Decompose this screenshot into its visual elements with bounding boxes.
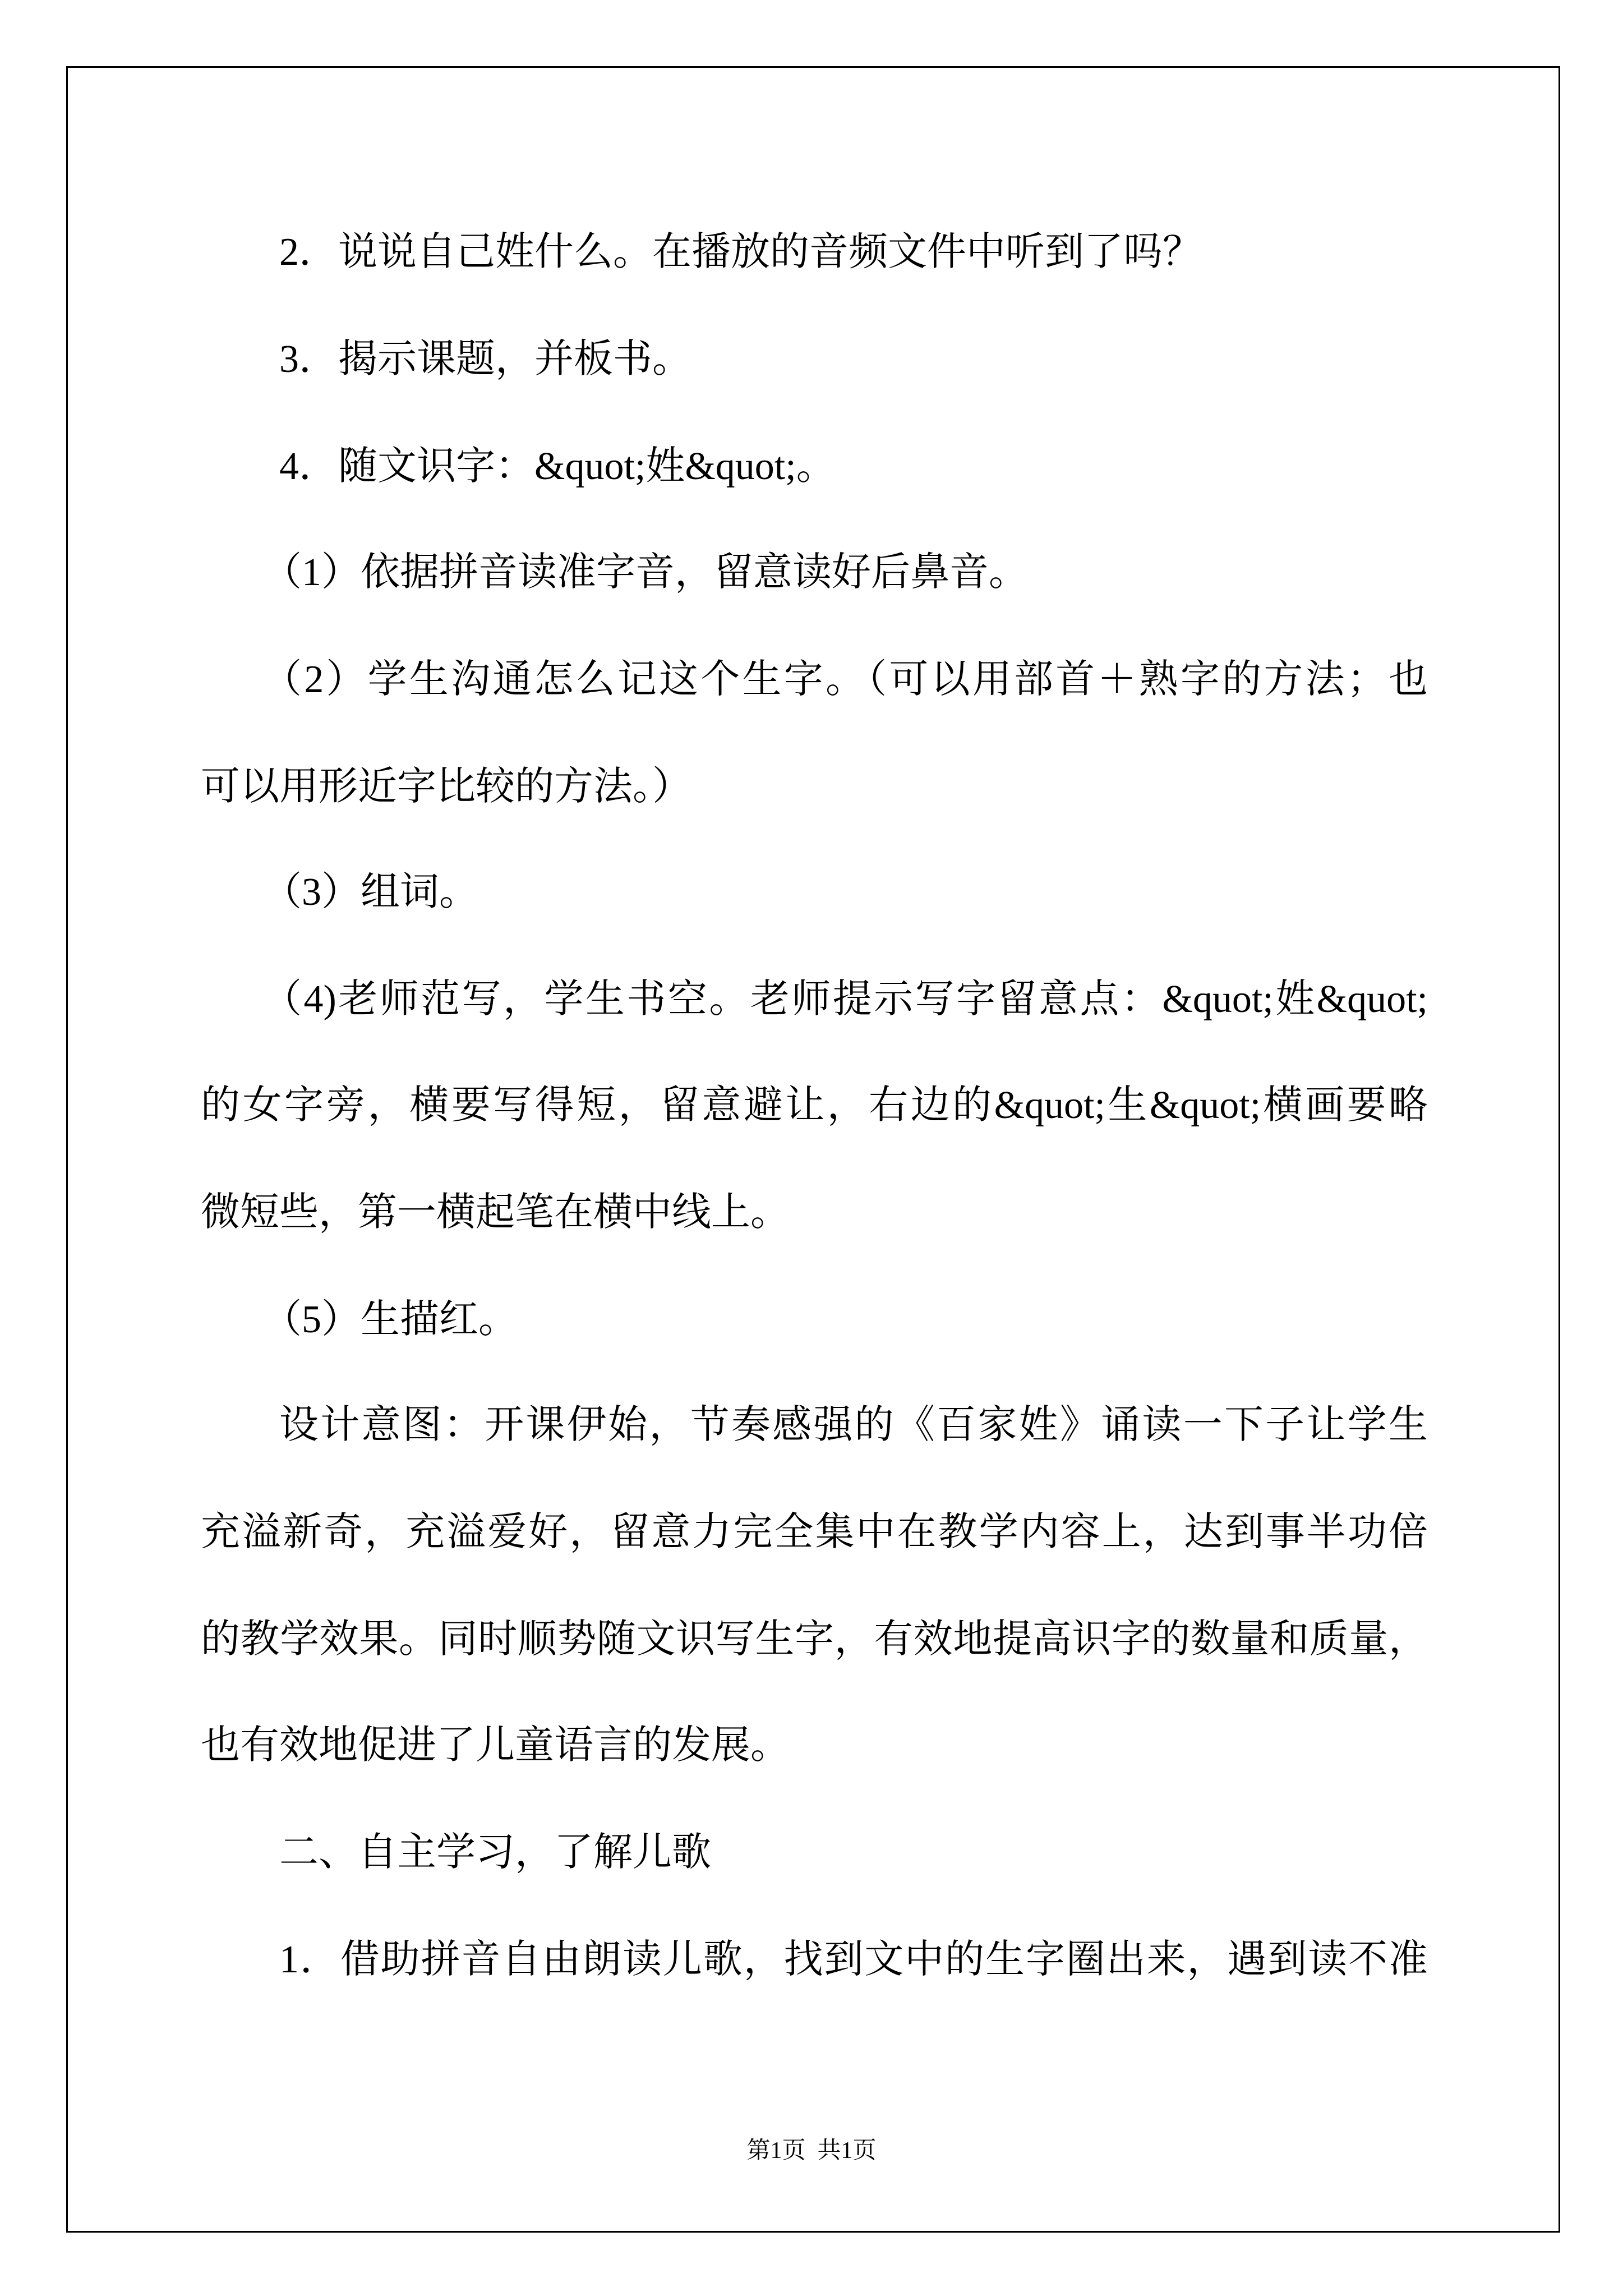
paragraph-line: 设计意图：开课伊始，节奏感强的《百家姓》诵读一下子让学生 <box>279 1404 1428 1447</box>
paragraph-line: （4)老师范写，学生书空。老师提示写字留意点：&quot;姓&quot; <box>262 978 1428 1021</box>
paragraph-line: 的教学效果。同时顺势随文识写生字，有效地提高识字的数量和质量， <box>201 1618 1428 1661</box>
paragraph-line: 3．揭示课题，并板书。 <box>279 338 691 381</box>
section-heading: 二、自主学习，了解儿歌 <box>279 1831 711 1874</box>
page-border <box>66 66 1560 2233</box>
paragraph-line: 充溢新奇，充溢爱好，留意力完全集中在教学内容上，达到事半功倍 <box>201 1511 1428 1554</box>
paragraph-line: 1．借助拼音自由朗读儿歌，找到文中的生字圈出来，遇到读不准 <box>279 1938 1428 1981</box>
paragraph-line: 可以用形近字比较的方法。） <box>201 765 691 808</box>
paragraph-line: 2．说说自己姓什么。在播放的音频文件中听到了吗？ <box>279 231 1202 274</box>
paragraph-line: 也有效地促进了儿童语言的发展。 <box>201 1724 790 1767</box>
paragraph-line: （5）生描红。 <box>262 1298 518 1341</box>
paragraph-line: 微短些，第一横起笔在横中线上。 <box>201 1191 790 1234</box>
paragraph-line: 的女字旁，横要写得短，留意避让，右边的&quot;生&quot;横画要略 <box>201 1084 1428 1127</box>
paragraph-line: （2）学生沟通怎么记这个生字。（可以用部首＋熟字的方法；也 <box>262 658 1428 701</box>
paragraph-line: 4．随文识字：&quot;姓&quot;。 <box>279 445 836 488</box>
page-footer: 第1页 共1页 <box>746 2138 877 2164</box>
paragraph-line: （3）组词。 <box>262 871 478 914</box>
paragraph-line: （1）依据拼音读准字音，留意读好后鼻音。 <box>262 551 1028 594</box>
